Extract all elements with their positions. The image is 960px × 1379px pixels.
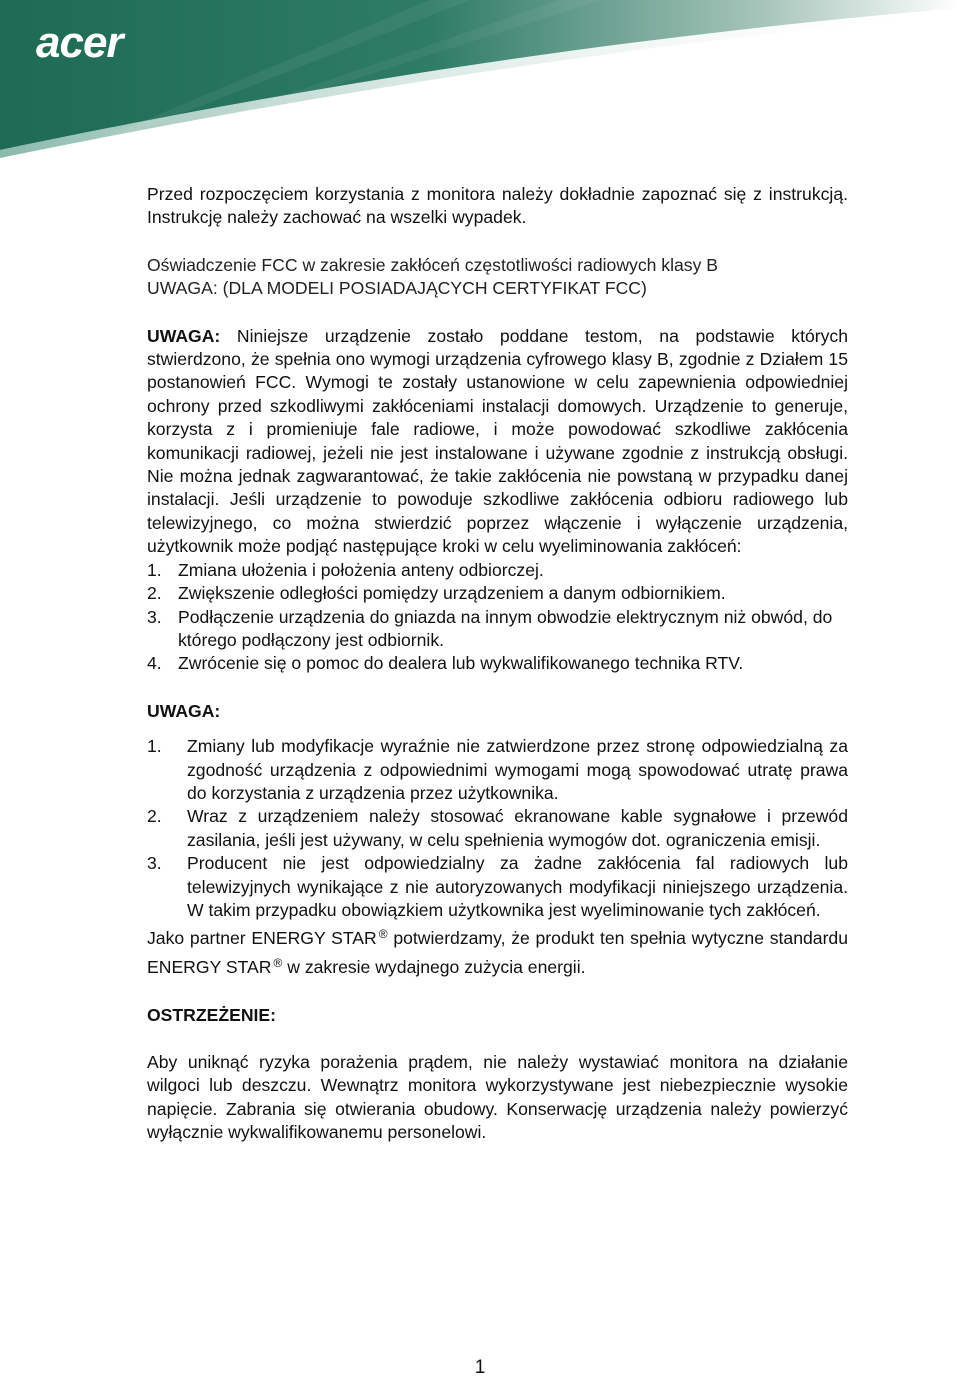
- warning-body: Aby uniknąć ryzyka porażenia prądem, nie należy wystawiać monitora na działanie wilgoci lub deszczu. Wewnątrz monitora wykorzystywane jest niebezpiecznie wysokie napięcie. Zabrania się otwierania obudowy. Konserwację urządzenia należy powierzyć wyłącznie wykwalifikowanemu personelowi.: [147, 1051, 848, 1142]
- energy-text-2: potwierdzamy, że produkt ten spełnia wytyczne standardu ENERGY STAR: [147, 928, 849, 978]
- fcc-subtitle: UWAGA: (DLA MODELI POSIADAJĄCYCH CERTYFIKAT FCC): [147, 278, 647, 299]
- intro-paragraph: Przed rozpoczęciem korzystania z monitora należy dokładnie zapoznać się z instrukcją. Instrukcję należy zachować na wszelki wypadek.: [147, 184, 848, 228]
- list-item-text: Wraz z urządzeniem należy stosować ekranowane kable sygnałowe i przewód zasilania, jeśli jest używany, w celu spełnienia wymogów dot. ograniczenia emisji.: [187, 806, 848, 850]
- list-item-text: Zwiększenie odległości pomiędzy urządzeniem a danym odbiornikiem.: [178, 583, 726, 604]
- fcc-body-text: Niniejsze urządzenie zostało poddane testom, na podstawie których stwierdzono, że spełnia ono wymogi urządzenia cyfrowego klasy B, zgodnie z Działem 15 postanowień FCC. Wymogi te zostały ustanowione w celu zapewnienia odpowiedniej ochrony przed szkodliwymi zakłóceniami instalacji domowych. Urządzenie to generuje, korzysta z i promieniuje fale radiowe, i może powodować szkodliwe zakłócenia komunikacji radiowej, jeżeli nie jest instalowane i używane zgodnie z instrukcją obsługi. Nie można jednak zagwarantować, że takie zakłócenia nie powstaną w przypadku danej instalacji. Jeśli urządzenie to powoduje szkodliwe zakłócenia odbioru radiowego lub telewizyjnego, co można stwierdzić poprzez włączenie i wyłączenie urządzenia, użytkownik może podjąć następujące kroki w celu wyeliminowania zakłóceń:: [147, 325, 848, 557]
- fcc-steps-list: [147, 559, 848, 676]
- list-item-number: 1.: [147, 736, 162, 757]
- acer-logo: acer: [36, 18, 123, 67]
- list-item: [147, 735, 848, 805]
- list-item: [147, 559, 848, 582]
- list-item: [147, 582, 848, 605]
- banner-graphic: [0, 0, 960, 160]
- list-item-text: Zmiana ułożenia i położenia anteny odbiorczej.: [178, 559, 544, 580]
- list-item: [147, 852, 848, 922]
- fcc-body: [147, 325, 848, 559]
- header-banner: [0, 0, 960, 160]
- list-item-text: Zwrócenie się o pomoc do dealera lub wykwalifikowanego technika RTV.: [178, 653, 744, 674]
- list-item-number: 1.: [147, 559, 162, 580]
- list-item: [147, 805, 848, 852]
- document-body: [147, 183, 848, 1144]
- page-number: 1: [474, 1357, 486, 1378]
- registered-mark: ®: [378, 927, 388, 942]
- list-item: [147, 606, 848, 653]
- list-item-text: Podłączenie urządzenia do gniazda na innym obwodzie elektrycznym niż obwód, do którego podłączony jest odbiornik.: [178, 606, 833, 650]
- energy-text-1: Jako partner ENERGY STAR: [147, 928, 377, 949]
- list-item-number: 3.: [147, 606, 162, 627]
- fcc-body-label: UWAGA:: [147, 325, 221, 346]
- list-item-number: 3.: [147, 853, 162, 874]
- list-item-number: 2.: [147, 583, 162, 604]
- notice-list: [147, 735, 848, 922]
- list-item-text: Producent nie jest odpowiedzialny za żadne zakłócenia fal radiowych lub telewizyjnych wynikające z nie autoryzowanych modyfikacji niniejszego urządzenia. W takim przypadku obowiązkiem użytkownika jest wyeliminowanie tych zakłóceń.: [187, 853, 848, 920]
- list-item-number: 2.: [147, 806, 162, 827]
- registered-mark: ®: [273, 956, 283, 971]
- fcc-title: Oświadczenie FCC w zakresie zakłóceń częstotliwości radiowych klasy B: [147, 254, 719, 275]
- notice-title: UWAGA:: [147, 700, 221, 721]
- energy-text-3: w zakresie wydajnego zużycia energii.: [282, 957, 586, 978]
- list-item-number: 4.: [147, 653, 162, 674]
- list-item-text: Zmiany lub modyfikacje wyraźnie nie zatwierdzone przez stronę odpowiedzialną za zgodność urządzenia z odpowiednimi wymogami mogą spowodować utratę prawa do korzystania z urządzenia przez użytkownika.: [187, 736, 848, 803]
- energy-star-paragraph: [147, 922, 848, 980]
- warning-title: OSTRZEŻENIE:: [147, 1005, 277, 1026]
- list-item: [147, 652, 848, 675]
